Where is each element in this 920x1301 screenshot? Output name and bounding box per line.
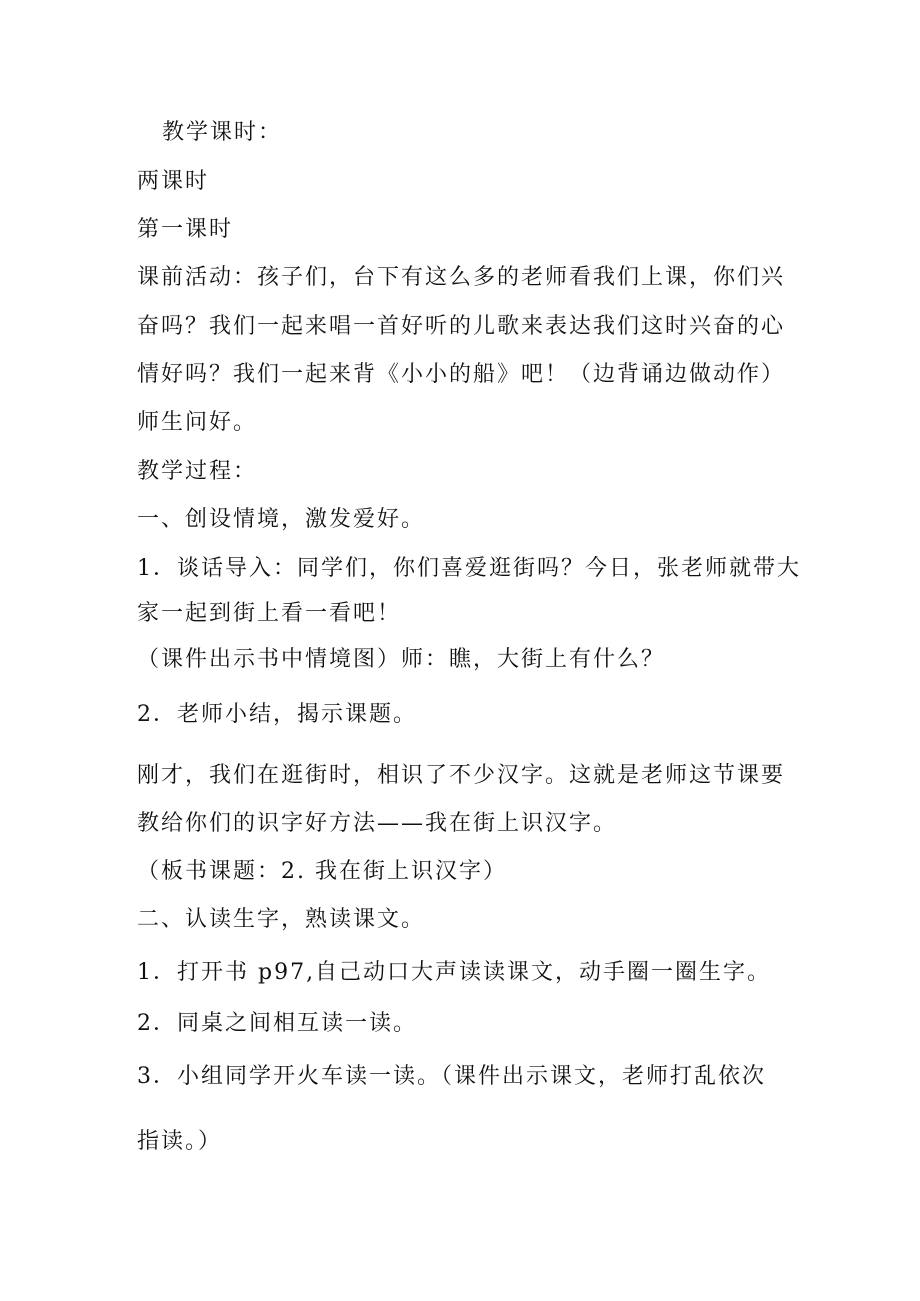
paragraph-line: 师生问好。 <box>137 410 258 435</box>
text-hours: 两课时 <box>137 169 210 194</box>
paragraph-line: 1．谈话导入：同学们，你们喜爱逛街吗？今日，张老师就带大 <box>137 556 801 581</box>
list-item: 2．同桌之间相互读一读。 <box>137 1011 417 1036</box>
section-heading: 二、认读生字，熟读课文。 <box>137 907 426 932</box>
paragraph-line: 指读。） <box>137 1129 223 1154</box>
heading-teaching-hours: 教学课时： <box>162 120 283 145</box>
list-item: 2．老师小结，揭示课题。 <box>137 702 417 727</box>
heading-first-lesson: 第一课时 <box>137 217 234 242</box>
paragraph-line: 家一起到街上看一看吧！ <box>137 601 402 626</box>
paragraph-line: 课前活动：孩子们，台下有这么多的老师看我们上课，你们兴 <box>137 265 786 290</box>
heading-teaching-process: 教学过程： <box>137 459 258 484</box>
paragraph-line: （板书课题：2. 我在街上识汉字） <box>137 859 507 884</box>
paragraph-line: 奋吗？我们一起来唱一首好听的儿歌来表达我们这时兴奋的心 <box>137 314 786 339</box>
paragraph-line: 刚才，我们在逛街时，相识了不少汉字。这就是老师这节课要 <box>137 763 786 788</box>
paragraph-line: 情好吗？我们一起来背《小小的船》吧！（边背诵边做动作） <box>137 362 786 387</box>
paragraph-line: （课件出示书中情境图）师：瞧，大街上有什么？ <box>137 647 666 672</box>
paragraph-line: 教给你们的识字好方法——我在街上识汉字。 <box>137 811 618 836</box>
list-item: 3．小组同学开火车读一读。（课件出示课文，老师打乱依次 <box>137 1064 766 1089</box>
list-item: 1．打开书 p97,自己动口大声读读课文，动手圈一圈生字。 <box>137 960 772 985</box>
section-heading: 一、创设情境，激发爱好。 <box>137 507 426 532</box>
